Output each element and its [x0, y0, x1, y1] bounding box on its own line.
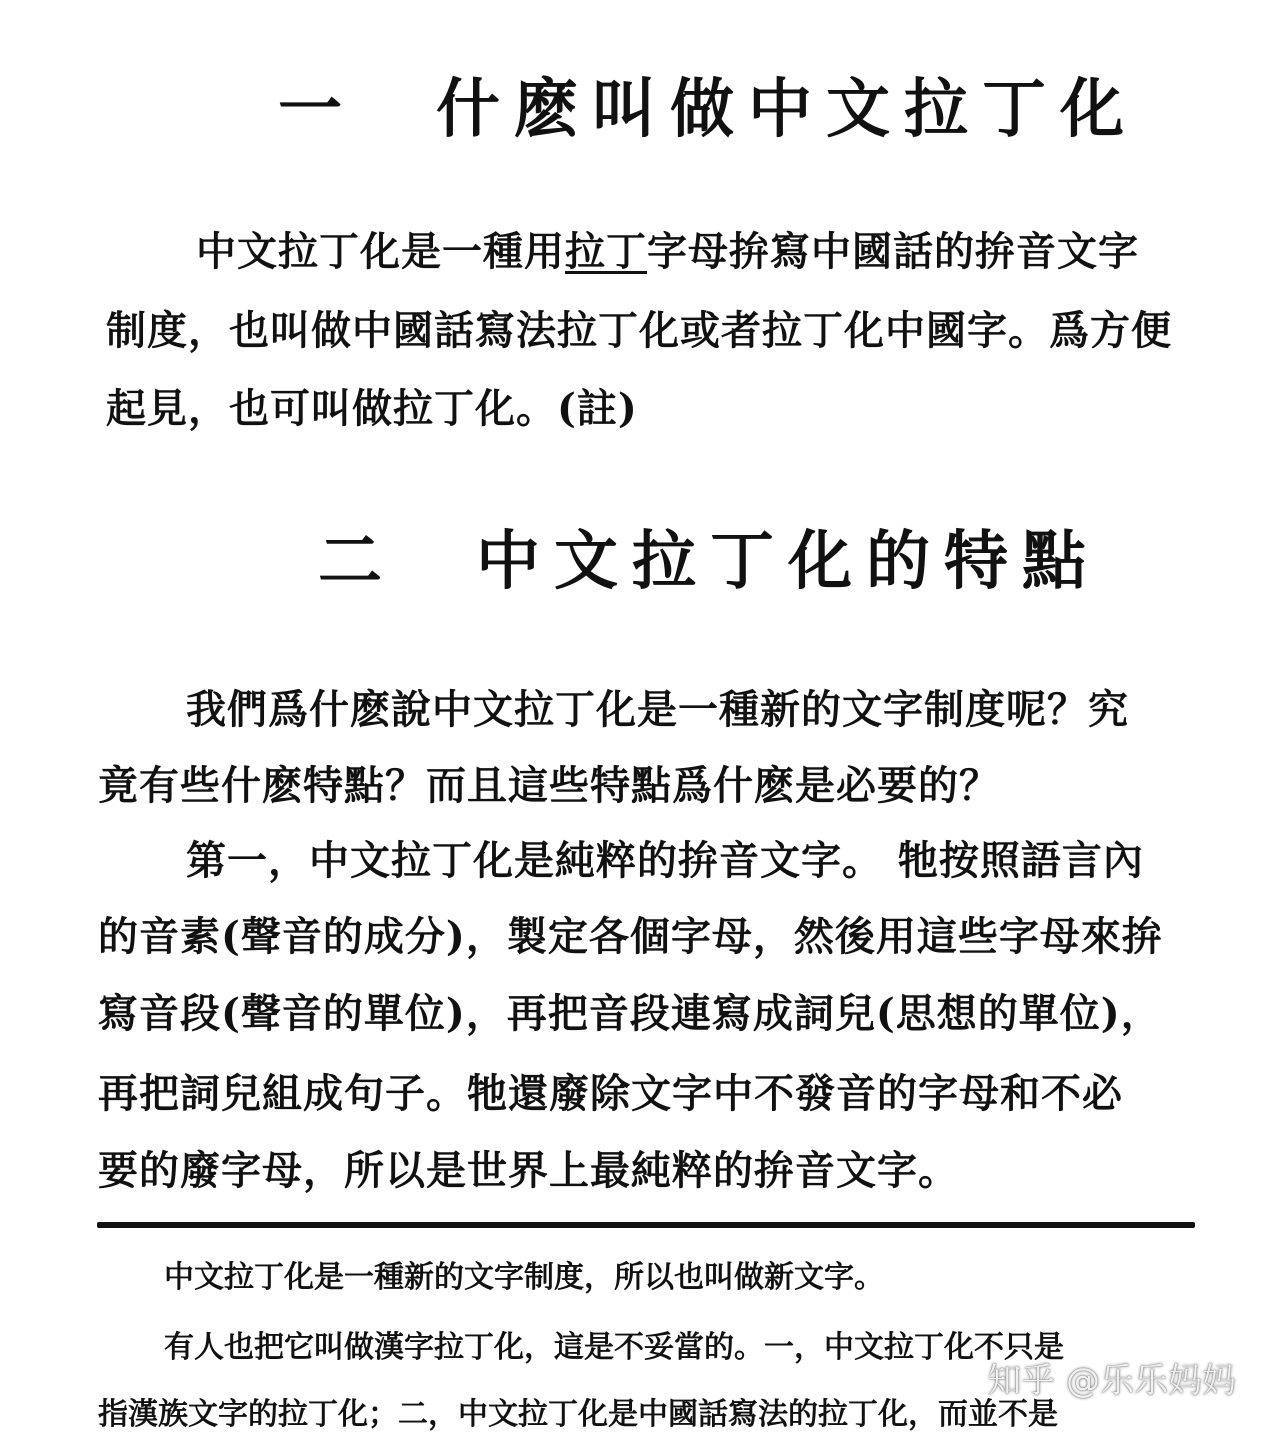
section-1-title: 什麽叫做中文拉丁化 — [436, 72, 1138, 147]
footnote-line-3: 指漢族文字的拉丁化；二，中文拉丁化是中國話寫法的拉丁化，而並不是 — [98, 1397, 1058, 1432]
section-2-line-7: 要的廢字母，所以是世界上最純粹的拚音文字。 — [98, 1147, 959, 1194]
footnote-line-1: 中文拉丁化是一種新的文字制度，所以也叫做新文字。 — [164, 1260, 884, 1295]
section-2-line-1: 我們爲什麽說中文拉丁化是一種新的文字制度呢？究 — [186, 686, 1129, 733]
section-2-heading — [318, 524, 1100, 599]
zhihu-watermark: 知乎 @乐乐妈妈 — [987, 1361, 1236, 1401]
section-2-line-3: 第一，中文拉丁化是純粹的拚音文字。 牠按照語言內 — [186, 837, 1144, 884]
section-2-line-2: 竟有些什麽特點？而且這些特點爲什麽是必要的？ — [98, 762, 1000, 809]
footnote-divider — [97, 1222, 1195, 1228]
section-2-line-5: 寫音段(聲音的單位)，再把音段連寫成詞兒(思想的單位)， — [98, 990, 1162, 1037]
section-1-line-3: 起見，也可叫做拉丁化。(註) — [106, 385, 638, 432]
section-2-title: 中文拉丁化的特點 — [476, 524, 1100, 599]
section-2-line-6: 再把詞兒組成句子。牠還廢除文字中不發音的字母和不必 — [98, 1070, 1123, 1117]
section-1-line-1: 中文拉丁化是一種用拉丁字母拚寫中國話的拚音文字 — [196, 228, 1139, 275]
section-2-number: 二 — [318, 524, 396, 599]
section-1-heading — [278, 72, 1138, 147]
underlined-term: 拉丁 — [565, 228, 647, 275]
section-1-line-2: 制度，也叫做中國話寫法拉丁化或者拉丁化中國字。爲方便 — [106, 307, 1172, 354]
section-1-number: 一 — [278, 72, 356, 147]
section-2-line-4: 的音素(聲音的成分)，製定各個字母，然後用這些字母來拚 — [98, 913, 1163, 960]
footnote-line-2: 有人也把它叫做漢字拉丁化，這是不妥當的。一，中文拉丁化不只是 — [164, 1330, 1064, 1365]
